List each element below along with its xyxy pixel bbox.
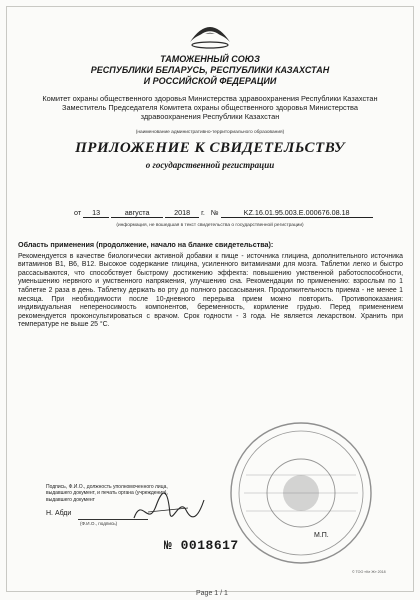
form-serial-number xyxy=(164,538,239,553)
signature-line-2: выдавшего документ, и печать органа (учреждения), xyxy=(46,490,168,497)
signature-line-1: Подпись, Ф.И.О., должность уполномоченного лица, xyxy=(46,484,168,490)
union-line-1: ТАМОЖЕННЫЙ СОЮЗ xyxy=(160,54,260,64)
signature-line-3: выдавшего документ xyxy=(46,496,95,503)
appendix-title: ПРИЛОЖЕНИЕ К СВИДЕТЕЛЬСТВУ xyxy=(75,140,345,156)
serial-prefix: № xyxy=(164,538,173,553)
committee-line-3: здравоохранения Республики Казахстан xyxy=(140,112,280,121)
printer-mark: © ТОО «Ке Ж» 2018 xyxy=(352,570,386,574)
committee-block xyxy=(0,94,420,121)
official-seal-icon xyxy=(226,420,376,566)
appendix-subtitle: о государственной регистрации xyxy=(145,160,275,170)
union-line-3: И РОССИЙСКОЙ ФЕДЕРАЦИИ xyxy=(143,76,277,86)
customs-union-emblem-icon xyxy=(186,10,234,52)
application-area xyxy=(18,241,403,330)
serial-value: 0018617 xyxy=(180,538,239,553)
date-month: августа xyxy=(111,208,163,218)
union-line-2: РЕСПУБЛИКИ БЕЛАРУСЬ, РЕСПУБЛИКИ КАЗАХСТАН xyxy=(90,65,330,75)
signatory-name: Н. Абди xyxy=(46,510,72,517)
date-number-line xyxy=(74,208,373,218)
certificate-number: KZ.16.01.95.003.Е.000676.08.18 xyxy=(221,208,373,218)
date-day: 13 xyxy=(83,208,109,218)
application-heading: Область применения (продолжение, начало на бланке свидетельства): xyxy=(18,240,274,249)
admin-note: (наименование административно-территориального образования) xyxy=(135,130,285,135)
date-year: 2018 xyxy=(165,208,199,218)
handwritten-signature-icon xyxy=(128,488,208,530)
signature-caption: (Ф.И.О., подпись) xyxy=(80,521,118,526)
date-year-suffix: г. xyxy=(201,208,205,217)
page-number: Page 1 / 1 xyxy=(196,590,228,597)
info-note: (информация, не вошедшая в текст свидетельства о государственной регистрации) xyxy=(116,223,304,228)
union-heading xyxy=(0,54,420,87)
committee-line-2: Заместитель Председателя Комитета охраны общественного здоровья Министерства xyxy=(61,103,359,112)
committee-line-1: Комитет охраны общественного здоровья Министерства здравоохранения Республики Казахстан xyxy=(42,94,378,103)
number-label: № xyxy=(210,208,219,217)
application-text: Рекомендуется в качестве биологически активной добавки к пище - источника глицина, дополнительного источника витаминов В1, В6, В12. Высокое содержание глицина, усиленного витаминами для мозга. Таблетки легко и быстро рассасываются, что способствует быстрому достижению эффекта: повышению умственной работоспособности, уменьшению нервного и умственного напряжения, улучшению сна. Рекомендации по применению: взрослым по 1 таблетке 2 раза в день. Таблетку держать во рту до полного рассасывания. Продолжительность приема - не менее 1 месяца. При необходимости после 10-дневного перерыва прием можно повторить. Противопоказания: индивидуальная непереносимость компонентов, беременность, кормление грудью. Перед применением рекомендуется проконсультироваться с врачом. Срок годности - 3 года. Не является лекарством. Хранить при температуре не выше 25 °С. xyxy=(18,252,403,329)
stamp-mp-label: М.П. xyxy=(314,532,329,539)
signature-underline xyxy=(78,519,148,520)
date-from-label: от xyxy=(74,208,82,217)
